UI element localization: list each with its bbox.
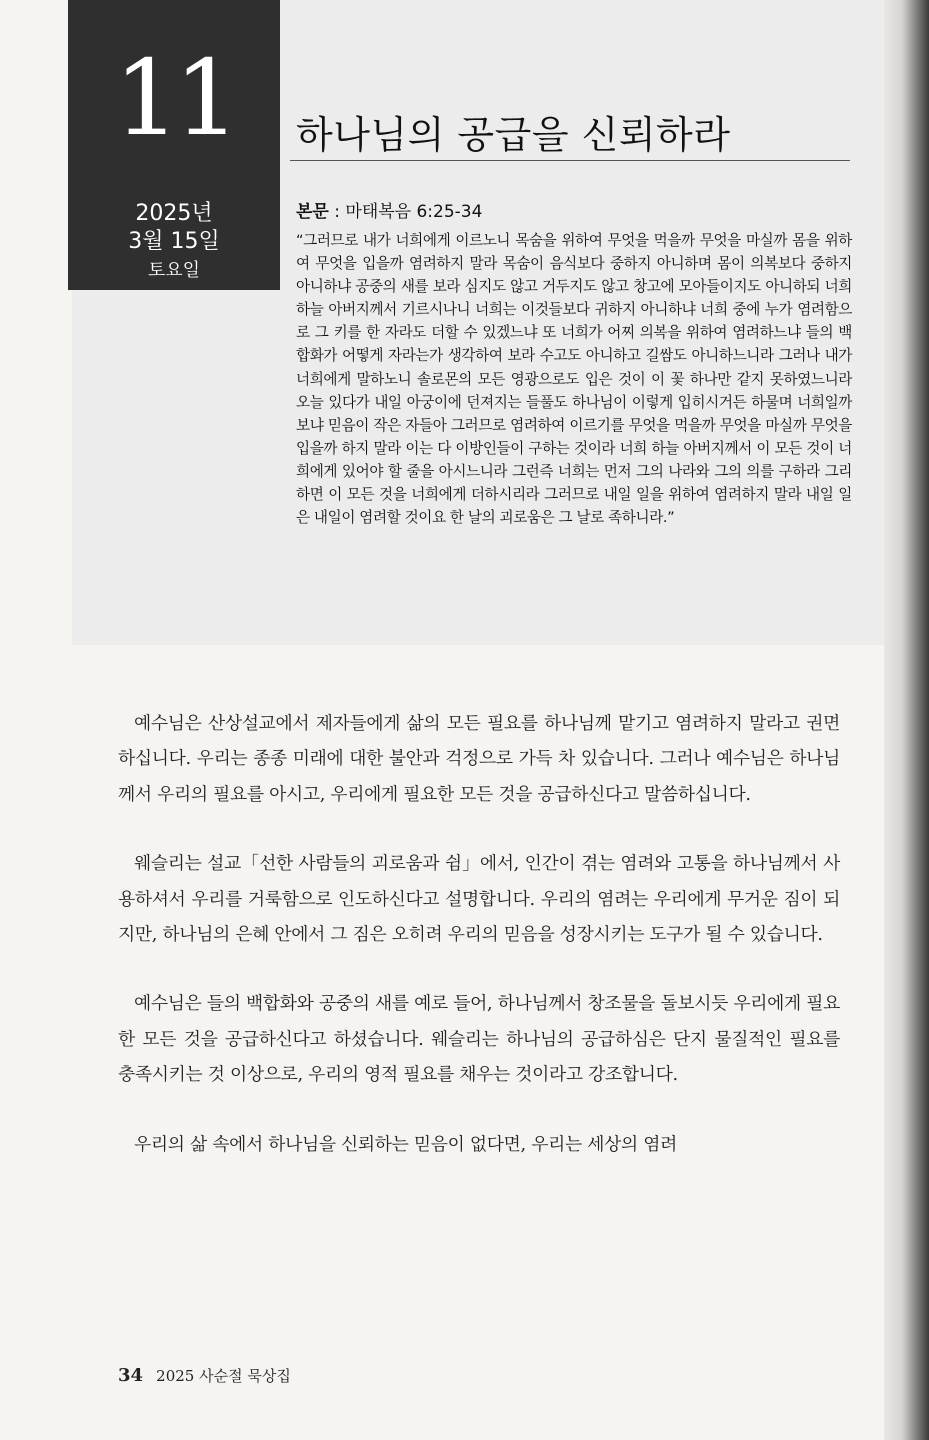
meditation-body: [118, 706, 840, 1196]
date-weekday: 토요일: [147, 260, 201, 281]
passage-reference: [296, 197, 482, 222]
body-paragraph: 웨슬리는 설교「선한 사람들의 괴로움과 쉼」에서, 인간이 겪는 염려와 고통을 하나님께서 사용하셔서 우리를 거룩함으로 인도하신다고 설명합니다. 우리의 염려는 우리에게 무거운 짐이 되지만, 하나님의 은혜 안에서 그 짐은 오히려 우리의 믿음을 성장시키는 도구가 될 수 있습니다.: [118, 853, 840, 946]
book-title: 2025 사순절 묵상집: [156, 1367, 291, 1385]
page-edge: [884, 0, 929, 1440]
body-paragraph: 우리의 삶 속에서 하나님을 신뢰하는 믿음이 없다면, 우리는 세상의 염려: [134, 1133, 677, 1155]
body-paragraph: 예수님은 들의 백합화와 공중의 새를 예로 들어, 하나님께서 창조물을 돌보시듯 우리에게 필요한 모든 것을 공급하신다고 하셨습니다. 웨슬리는 하나님의 공급하심은 단지 물질적인 필요를 충족시키는 것 이상으로, 우리의 영적 필요를 채우는 것이라고 강조합니다.: [118, 993, 840, 1086]
scripture-text: “그러므로 내가 너희에게 이르노니 목숨을 위하여 무엇을 먹을까 무엇을 마실까 몸을 위하여 무엇을 입을까 염려하지 말라 목숨이 음식보다 중하지 아니하며 몸이 의복보다 중하지 아니하냐 공중의 새를 보라 심지도 않고 거두지도 않고 창고에 모아들이지도 아니하되 너희 하늘 아버지께서 기르시나니 너희는 이것들보다 귀하지 아니하냐 너희 중에 누가 염려함으로 그 키를 한 자라도 더할 수 있겠느냐 또 너희가 어찌 의복을 위하여 염려하느냐 들의 백합화가 어떻게 자라는가 생각하여 보라 수고도 아니하고 길쌈도 아니하느니라 그러나 내가 너희에게 말하노니 솔로몬의 모든 영광으로도 입은 것이 이 꽃 하나만 같지 못하였느니라 오늘 있다가 내일 아궁이에 던져지는 들풀도 하나님이 이렇게 입히시거든 하물며 너희일까보냐 믿음이 작은 자들아 그러므로 염려하여 이르기를 무엇을 먹을까 무엇을 마실까 무엇을 입을까 하지 말라 이는 다 이방인들이 구하는 것이라 너희 하늘 아버지께서 이 모든 것이 너희에게 있어야 할 줄을 아시느니라 그런즉 너희는 먼저 그의 나라와 그의 의를 구하라 그리하면 이 모든 것을 너희에게 더하시리라 그러므로 내일 일을 위하여 염려하지 말라 내일 일은 내일이 염려할 것이요 한 날의 괴로움은 그 날로 족하니라.”: [296, 232, 852, 527]
passage-citation: : 마태복음 6:25-34: [328, 202, 483, 222]
page-number: 34: [118, 1365, 144, 1386]
passage-label: 본문: [296, 202, 329, 222]
chapter-title: 하나님의 공급을 신뢰하라: [296, 113, 731, 157]
date-month-day: 3월 15일: [128, 229, 220, 254]
page-footer: [118, 1365, 291, 1386]
title-divider: [290, 160, 850, 161]
chapter-number: 11: [113, 37, 235, 159]
date-year: 2025년: [135, 201, 213, 226]
chapter-number-block: [68, 0, 280, 290]
body-paragraph: 예수님은 산상설교에서 제자들에게 삶의 모든 필요를 하나님께 맡기고 염려하지 말라고 권면하십니다. 우리는 종종 미래에 대한 불안과 걱정으로 가득 차 있습니다. 그러나 예수님은 하나님께서 우리의 필요를 아시고, 우리에게 필요한 모든 것을 공급하신다고 말씀하십니다.: [118, 713, 840, 805]
